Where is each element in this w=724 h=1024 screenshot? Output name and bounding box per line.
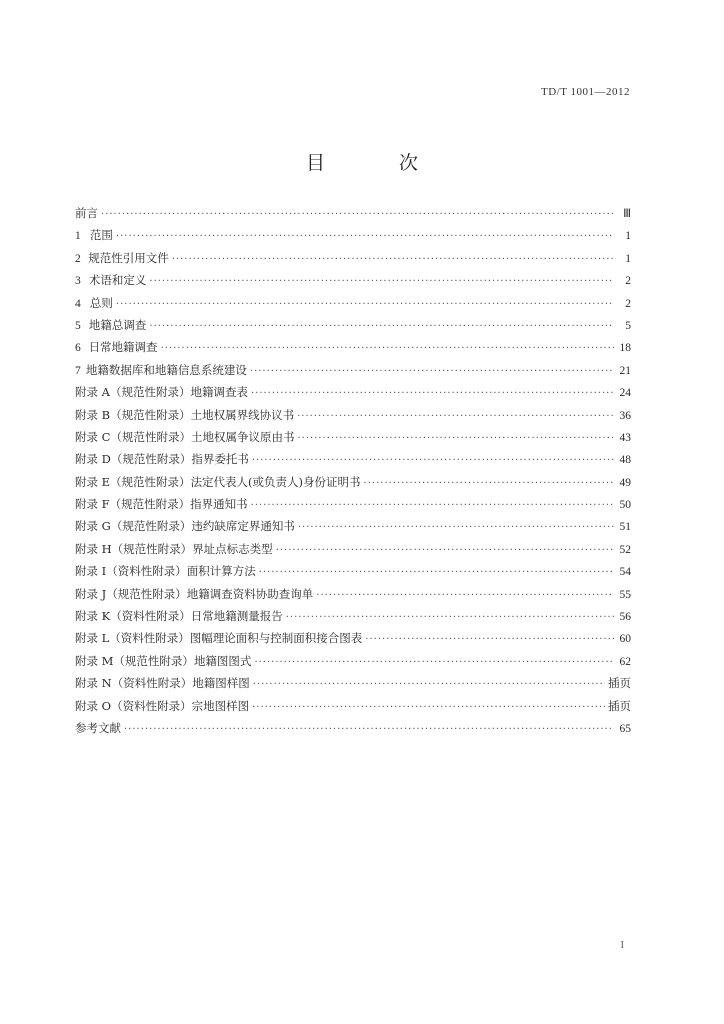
toc-entry-appendix: 附录 I（资料性附录） (75, 564, 187, 579)
toc-entry-page: 43 (619, 431, 631, 444)
toc-entry[interactable] (75, 272, 631, 294)
toc-entry[interactable] (75, 384, 631, 406)
toc-entry-appendix: 附录 K（资料性附录） (75, 609, 191, 624)
toc-entry[interactable] (75, 451, 631, 473)
page-title: 目 次 (305, 152, 453, 174)
toc-entry-appendix: 附录 C（规范性附录） (75, 429, 191, 444)
dot-leader (116, 231, 614, 242)
toc-entry-label: 地籍图样图 (192, 676, 250, 691)
dot-leader (253, 679, 605, 690)
dot-leader (297, 433, 614, 444)
toc-entry[interactable] (75, 295, 631, 317)
toc-entry-label: 范围 (89, 228, 113, 243)
toc-entry-label: 界址点标志类型 (192, 541, 273, 556)
dot-leader (364, 478, 614, 489)
toc-entry-label: 术语和定义 (88, 273, 147, 288)
dot-leader (149, 321, 614, 332)
toc-entry-label: 前言 (75, 206, 98, 220)
toc-entry[interactable] (75, 362, 631, 384)
toc-entry-page: 1 (625, 252, 631, 265)
toc-entry-label: 指界通知书 (190, 497, 248, 512)
toc-entry-label: 地籍调查表 (190, 385, 248, 400)
toc-entry[interactable] (75, 496, 631, 518)
table-of-contents (75, 205, 631, 742)
toc-entry-page: 2 (625, 297, 631, 310)
toc-entry-label: 土地权属争议原由书 (190, 429, 295, 444)
toc-entry-label: 图幅理论面积与控制面积接合图表 (189, 631, 363, 646)
toc-entry-appendix: 附录 D（规范性附录） (75, 452, 192, 467)
toc-entry[interactable] (75, 608, 631, 630)
toc-entry-label: 违约缺席定界通知书 (191, 519, 295, 534)
toc-entry-number: 6 (75, 342, 81, 355)
toc-entry-label: 地籍数据库和地籍信息系统建设 (85, 362, 247, 377)
toc-entry-label: 规范性引用文件 (88, 250, 169, 265)
toc-entry[interactable] (75, 630, 631, 652)
document-code: TD/T 1001—2012 (541, 86, 630, 98)
dot-leader (316, 590, 614, 601)
toc-entry-label: 日常地籍测量报告 (190, 609, 283, 624)
toc-entry-appendix: 附录 O（资料性附录） (75, 698, 192, 713)
toc-entry[interactable] (75, 720, 631, 742)
toc-entry-appendix: 附录 N（资料性附录） (75, 676, 193, 691)
dot-leader (250, 366, 614, 377)
toc-entry-appendix: 附录 A（规范性附录） (75, 385, 191, 400)
toc-entry-page: 50 (619, 499, 631, 512)
toc-entry-page: 48 (619, 454, 631, 467)
toc-entry-label: 地籍总调查 (88, 317, 147, 332)
dot-leader (101, 209, 614, 220)
toc-entry[interactable] (75, 518, 631, 540)
toc-entry[interactable] (75, 227, 631, 249)
toc-entry-page: 51 (619, 521, 631, 534)
toc-entry[interactable] (75, 250, 631, 272)
dot-leader (172, 254, 614, 265)
toc-entry-label: 日常地籍调查 (88, 340, 158, 355)
toc-entry[interactable] (75, 339, 631, 361)
dot-leader (251, 388, 614, 399)
toc-entry-label: 法定代表人(或负责人)身份证明书 (190, 474, 361, 489)
page-number: I (620, 940, 624, 951)
toc-entry[interactable] (75, 317, 631, 339)
toc-entry-label: 指界委托书 (191, 452, 249, 467)
toc-entry-appendix: 附录 H（规范性附录） (75, 541, 193, 556)
dot-leader (259, 567, 614, 578)
toc-entry-page: 1 (625, 230, 631, 243)
toc-entry[interactable] (75, 407, 631, 429)
toc-entry-number: 3 (75, 275, 81, 288)
toc-entry-page: 65 (619, 722, 631, 735)
toc-entry-page: Ⅲ (623, 208, 631, 220)
toc-entry-page: 62 (619, 655, 631, 668)
toc-entry-page: 54 (619, 566, 631, 579)
toc-entry[interactable] (75, 586, 631, 608)
toc-entry-page: 插页 (608, 678, 631, 691)
dot-leader (252, 455, 614, 466)
toc-entry-number: 7 (75, 364, 81, 377)
toc-entry-appendix: 附录 G（规范性附录） (75, 519, 192, 534)
dot-leader (298, 522, 614, 533)
toc-entry-page: 5 (625, 319, 631, 332)
dot-leader (149, 276, 614, 287)
dot-leader (124, 724, 614, 735)
dot-leader (116, 299, 614, 310)
toc-entry-page: 60 (619, 633, 631, 646)
toc-entry-number: 5 (75, 319, 81, 332)
dot-leader (365, 634, 614, 645)
dot-leader (254, 657, 614, 668)
toc-entry-page: 24 (619, 387, 631, 400)
dot-leader (252, 702, 605, 713)
toc-entry-page: 插页 (608, 700, 631, 713)
toc-entry-label: 总则 (89, 295, 113, 310)
toc-entry[interactable] (75, 541, 631, 563)
toc-entry-label: 参考文献 (75, 720, 121, 735)
toc-entry-number: 1 (75, 230, 81, 243)
toc-entry[interactable] (75, 474, 631, 496)
toc-entry[interactable] (75, 563, 631, 585)
toc-entry-page: 56 (619, 611, 631, 624)
dot-leader (286, 612, 614, 623)
toc-entry-page: 36 (619, 409, 631, 422)
toc-entry-label: 面积计算方法 (186, 564, 256, 579)
dot-leader (297, 411, 614, 422)
toc-entry-page: 21 (619, 364, 631, 377)
dot-leader (251, 500, 614, 511)
toc-entry-page: 2 (625, 275, 631, 288)
toc-entry-label: 地籍图图式 (193, 653, 252, 668)
toc-entry-appendix: 附录 B（规范性附录） (75, 407, 191, 422)
toc-entry[interactable] (75, 698, 631, 720)
toc-entry-label: 土地权属界线协议书 (190, 407, 295, 422)
toc-entry-page: 55 (619, 588, 631, 601)
toc-entry-appendix: 附录 M（规范性附录） (75, 653, 194, 668)
toc-entry[interactable] (75, 675, 631, 697)
toc-entry[interactable] (75, 653, 631, 675)
toc-entry-page: 18 (619, 342, 631, 355)
toc-entry-appendix: 附录 F（规范性附录） (75, 497, 191, 512)
toc-entry-label: 宗地图样图 (191, 698, 250, 713)
toc-entry[interactable] (75, 429, 631, 451)
dot-leader (161, 343, 614, 354)
toc-entry[interactable] (75, 205, 631, 227)
toc-entry-label: 地籍调查资料协助查询单 (186, 586, 314, 601)
toc-entry-appendix: 附录 L（资料性附录） (75, 631, 190, 646)
toc-entry-appendix: 附录 E（规范性附录） (75, 474, 191, 489)
toc-entry-number: 4 (75, 297, 81, 310)
toc-entry-page: 49 (619, 476, 631, 489)
toc-entry-page: 52 (619, 543, 631, 556)
toc-entry-number: 2 (75, 252, 81, 265)
toc-entry-appendix: 附录 J（规范性附录） (75, 586, 187, 601)
dot-leader (276, 545, 614, 556)
